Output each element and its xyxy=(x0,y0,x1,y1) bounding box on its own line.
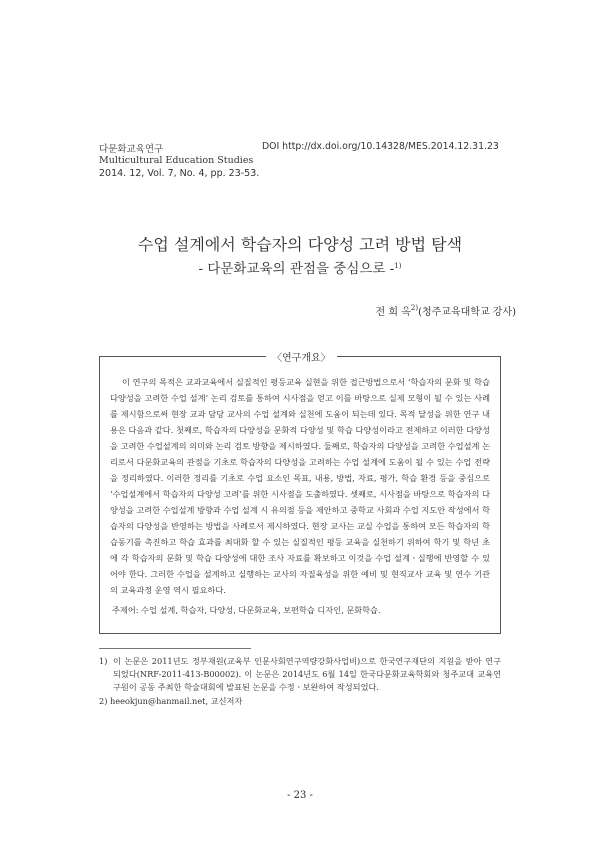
keywords: 주제어: 수업 설계, 학습자, 다양성, 다문화교육, 보편학습 디자인, 문화학습. xyxy=(112,605,381,615)
footnote-1 xyxy=(99,655,501,694)
footnote-2: 2) heeokjun@hanmail.net, 교신저자 xyxy=(99,696,243,706)
footnote-divider xyxy=(99,648,251,649)
abstract-body: 이 연구의 목적은 교과교육에서 실질적인 평등교육 실현을 위한 접근방법으로서 ‘학습자의 문화 및 학습 다양성을 고려한 수업 설계’ 논리 검토를 통하여 시사점을 얻고 이를 바탕으로 실제 모형이 될 수 있는 사례를 제시함으로써 현장 교과 담당 교사의 수업 설계와 실천에 도움이 되는데 있다. 목적 달성을 위한 연구 내용은 다음과 같다. 첫째로, 학습자의 다양성을 문화적 다양성 및 학습 다양성이라고 전제하고 이러한 다양성을 고려한 수업설계의 의미와 논리 검토 방향을 제시하였다. 둘째로, 학습자의 다양성을 고려한 수업설계 논리로서 다문화교육의 관점을 기초로 학습자의 다양성을 고려하는 수업 설계에 도움이 될 수 있는 수업 전략을 정리하였다. 이러한 정리를 기초로 수업 요소인 목표, 내용, 방법, 자료, 평가, 학습 환경 등을 중심으로 ‘수업설계에서 학습자의 다양성 고려’를 위한 시사점을 도출하였다. 셋째로, 시사점을 바탕으로 학습자의 다양성을 고려한 수업설계 방향과 수업 설계 시 유의점 등을 제안하고 중학교 사회과 수업 지도안 작성에서 학습자의 다양성을 반영하는 방법을 사례로서 제시하였다. 현장 교사는 교실 수업을 통하여 모든 학습자의 학습동기를 촉진하고 학습 효과를 최대화 할 수 있는 실질적인 평등 교육을 실천하기 위하여 학기 및 학년 초에 각 학습자의 문화 및 학습 다양성에 대한 조사 자료를 확보하고 이것을 수업 설계ㆍ실행에 반영할 수 있어야 한다. 그러한 수업을 설계하고 실행하는 교사의 자질육성을 위한 예비 및 현직교사 교육 및 연수 기관의 교육과정 운영 역시 필요하다. xyxy=(110,377,490,595)
footnote-1-text: 이 논문은 2011년도 정부재원(교육부 인문사회연구역량강화사업비)으로 한국연구재단의 지원을 받아 연구되었다(NRF-2011-413-B00002). 이 논문은 2014년도 6월 14일 한국다문화교육학회와 청주교대 교육연구원이 공동 주최한 학술대회에 발표된 논문을 수정ㆍ보완하여 작성되었다. xyxy=(113,656,501,692)
journal-name-korean: 다문화교육연구 xyxy=(99,144,164,155)
doi: DOI http://dx.doi.org/10.14328/MES.2014.12.31.23 xyxy=(262,141,499,152)
issue-info: 2014. 12, Vol. 7, No. 4, pp. 23-53. xyxy=(99,168,260,179)
journal-name-english: Multicultural Education Studies xyxy=(99,155,254,166)
footnote-marker-1: 1) xyxy=(394,262,402,270)
footnote-1-number: 1) xyxy=(99,656,108,666)
author-name: 전 희 옥 xyxy=(375,307,411,318)
paper-title xyxy=(0,232,600,255)
author-line xyxy=(376,303,516,318)
paper-subtitle xyxy=(0,257,600,277)
paper-subtitle-text: - 다문화교육의 관점을 중심으로 - xyxy=(198,261,395,277)
paper-title-text: 수업 설계에서 학습자의 다양성 고려 방법 탐색 xyxy=(137,235,463,254)
page-number: - 23 - xyxy=(287,790,313,801)
footnote-marker-2: 2) xyxy=(410,304,419,312)
author-affiliation: (청주교육대학교 강사) xyxy=(418,307,516,318)
abstract-label: 〈연구개요〉 xyxy=(266,349,337,364)
